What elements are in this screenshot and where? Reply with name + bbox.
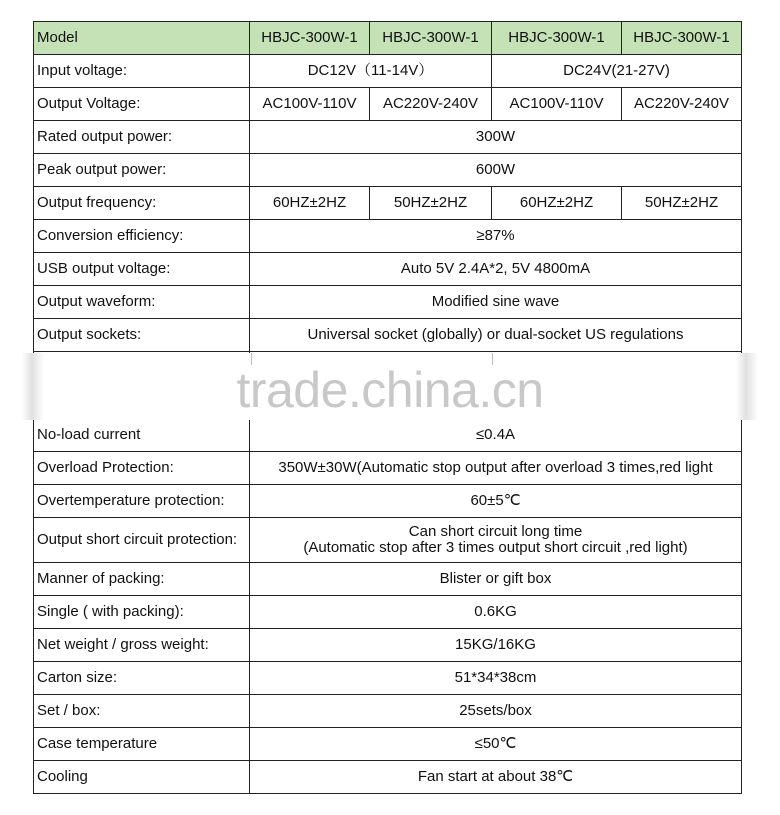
row-label: Output waveform: <box>34 286 250 319</box>
value-cell: ≤0.4A <box>250 419 742 452</box>
row-label: USB output voltage: <box>34 253 250 286</box>
value-cell: DC12V（11-14V） <box>250 55 492 88</box>
row-label: Output frequency: <box>34 187 250 220</box>
value-cell: 60HZ±2HZ <box>250 187 370 220</box>
sockets-row <box>34 319 742 352</box>
value-cell: Fan start at about 38℃ <box>250 761 742 794</box>
set-box-row <box>34 695 742 728</box>
row-label: Input voltage: <box>34 55 250 88</box>
value-cell: DC24V(21-27V) <box>492 55 742 88</box>
header-row <box>34 22 742 55</box>
header-label: Model <box>34 22 250 55</box>
watermark: trade.china.cn <box>236 362 544 418</box>
model-cell: HBJC-300W-1 <box>492 22 622 55</box>
value-cell: AC100V-110V <box>250 88 370 121</box>
row-label: Conversion efficiency: <box>34 220 250 253</box>
overload-row <box>34 452 742 485</box>
value-cell: Blister or gift box <box>250 563 742 596</box>
value-cell: AC100V-110V <box>492 88 622 121</box>
overtemp-row <box>34 485 742 518</box>
value-cell: Universal socket (globally) or dual-socket US regulations <box>250 319 742 352</box>
value-cell: AC220V-240V <box>622 88 742 121</box>
carton-row <box>34 662 742 695</box>
short-circuit-row <box>34 518 742 563</box>
value-cell: 15KG/16KG <box>250 629 742 662</box>
value-cell: 0.6KG <box>250 596 742 629</box>
row-label: Cooling <box>34 761 250 794</box>
value-cell: 60HZ±2HZ <box>492 187 622 220</box>
value-cell: ≤50℃ <box>250 728 742 761</box>
value-cell <box>250 518 742 563</box>
no-load-row <box>34 419 742 452</box>
value-line: Can short circuit long time <box>408 523 583 540</box>
output-voltage-row <box>34 88 742 121</box>
row-label: Manner of packing: <box>34 563 250 596</box>
row-label: Overload Protection: <box>34 452 250 485</box>
case-temp-row <box>34 728 742 761</box>
value-cell: 60±5℃ <box>250 485 742 518</box>
frequency-row <box>34 187 742 220</box>
value-line: (Automatic stop after 3 times output short circuit ,red light) <box>303 539 688 556</box>
value-cell: Modified sine wave <box>250 286 742 319</box>
row-label: Net weight / gross weight: <box>34 629 250 662</box>
value-cell: 51*34*38cm <box>250 662 742 695</box>
waveform-row <box>34 286 742 319</box>
input-voltage-row <box>34 55 742 88</box>
value-cell: 50HZ±2HZ <box>622 187 742 220</box>
row-label: Case temperature <box>34 728 250 761</box>
row-label: Overtemperature protection: <box>34 485 250 518</box>
row-label: Output Voltage: <box>34 88 250 121</box>
row-label: Rated output power: <box>34 121 250 154</box>
row-label: Single ( with packing): <box>34 596 250 629</box>
packing-row <box>34 563 742 596</box>
row-label: No-load current <box>34 419 250 452</box>
rated-power-row <box>34 121 742 154</box>
row-label: Peak output power: <box>34 154 250 187</box>
model-cell: HBJC-300W-1 <box>370 22 492 55</box>
row-label: Carton size: <box>34 662 250 695</box>
usb-row <box>34 253 742 286</box>
torn-gap <box>0 353 780 420</box>
value-cell: 350W±30W(Automatic stop output after overload 3 times,red light <box>250 452 742 485</box>
peak-power-row <box>34 154 742 187</box>
efficiency-row <box>34 220 742 253</box>
model-cell: HBJC-300W-1 <box>250 22 370 55</box>
value-cell: AC220V-240V <box>370 88 492 121</box>
row-label: Output sockets: <box>34 319 250 352</box>
single-row <box>34 596 742 629</box>
cooling-row <box>34 761 742 794</box>
value-cell: Auto 5V 2.4A*2, 5V 4800mA <box>250 253 742 286</box>
value-cell: ≥87% <box>250 220 742 253</box>
value-cell: 25sets/box <box>250 695 742 728</box>
row-label: Set / box: <box>34 695 250 728</box>
value-cell: 50HZ±2HZ <box>370 187 492 220</box>
value-cell: 300W <box>250 121 742 154</box>
value-cell: 600W <box>250 154 742 187</box>
weight-row <box>34 629 742 662</box>
model-cell: HBJC-300W-1 <box>622 22 742 55</box>
row-label: Output short circuit protection: <box>34 518 250 563</box>
